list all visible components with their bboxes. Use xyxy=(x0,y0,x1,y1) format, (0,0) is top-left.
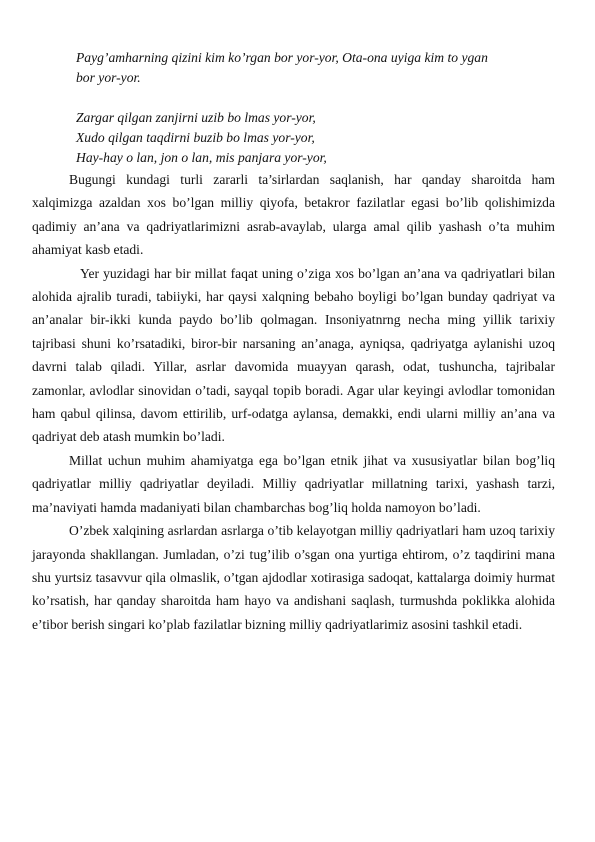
verse-line: Hay-hay o lan, jon o lan, mis panjara yor-yor, xyxy=(76,150,327,165)
verse-line: bor yor-yor. xyxy=(76,70,141,85)
verse-stanza-one xyxy=(76,48,555,88)
verse-line: Zargar qilgan zanjirni uzib bo lmas yor-yor, xyxy=(76,110,316,125)
body-paragraph: Bugungi kundagi turli zararli ta’sirlardan saqlanish, har qanday sharoitda ham xalqimizga azaldan xos bo’lgan milliy qiyofa, betakror fazilatlar egasi bo’lib qolishimizda qadimiy an’ana va qadriyatlarimizni asrab-avaylab, ularga amal qilib yashash o’ta muhim ahamiyat kasb etadi. xyxy=(32,172,555,258)
verse-stanza-two xyxy=(76,108,555,168)
body-paragraph: Millat uchun muhim ahamiyatga ega bo’lgan etnik jihat va xususiyatlar bilan bog’liq qadriyatlar milliy qadriyatlar deyiladi. Milliy qadriyatlar millatning tarixi, yashash tarzi, ma’naviyati hamda madaniyati bilan chambarchas bog’liq holda namoyon bo’ladi. xyxy=(32,452,555,515)
verse-line: Xudo qilgan taqdirni buzib bo lmas yor-yor, xyxy=(76,130,315,145)
body-paragraph: Yer yuzidagi har bir millat faqat uning o’ziga xos bo’lgan an’ana va qadriyatlari bilan alohida ajralib turadi, tabiiyki, har qaysi xalqning bebaho boyligi bo’lgan bunday qadriyat va an’analar bir-ikki kunda paydo bo’lib qolmagan. Insoniyatnrng necha ming yillik tarixiy tajribasi shuni ko’rsatadiki, biror-bir narsaning an’anaga, ayniqsa, qadriyatga aylanishi uzoq davrni talab qiladi. Yillar, asrlar davomida muayyan qarash, odat, tushuncha, tajribalar zamonlar, avlodlar sinovidan o’tadi, sayqal topib boradi. Agar ular keyingi avlodlar tomonidan ham qabul qilinsa, davom ettirilib, urf-odatga aylansa, demakki, endi ularni milliy an’ana va qadriyat deb atash mumkin bo’ladi. xyxy=(32,265,555,445)
body-paragraph: O’zbek xalqining asrlardan asrlarga o’tib kelayotgan milliy qadriyatlari ham uzoq tarixiy jarayonda shakllangan. Jumladan, o’zi tug’ilib o’sgan ona yurtiga ehtirom, o’z taqdirini mana shu yurtsiz tasavvur qila olmaslik, o’tgan ajdodlar xotirasiga sadoqat, kattalarga doimiy hurmat ko’rsatish, har qanday sharoitda ham hayo va andishani saqlash, turmushda poklikka alohida e’tibor berish singari ko’plab fazilatlar bizning milliy qadriyatlarimiz asosini tashkil etadi. xyxy=(32,523,555,632)
stanza-spacer xyxy=(76,88,555,108)
verse-line: Payg’amharning qizini kim ko’rgan bor yor-yor, Ota-ona uyiga kim to ygan xyxy=(76,50,488,65)
